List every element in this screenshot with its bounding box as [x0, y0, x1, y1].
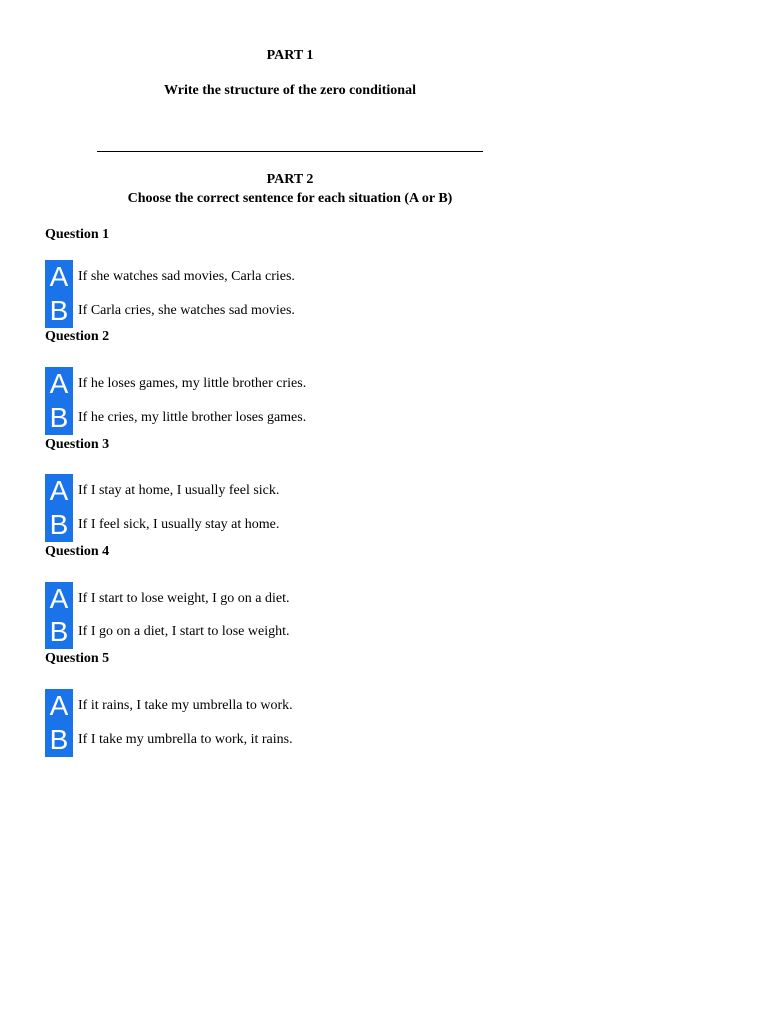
option-row[interactable]	[45, 474, 279, 507]
question-label: Question 1	[45, 227, 110, 242]
option-letter-badge[interactable]: B	[45, 723, 73, 757]
question-label: Question 2	[45, 329, 110, 344]
option-row[interactable]	[45, 723, 293, 756]
answer-blank-line	[97, 151, 483, 152]
option-row[interactable]	[45, 508, 279, 541]
part2-heading: PART 2	[266, 172, 314, 187]
question-label: Question 5	[45, 651, 110, 666]
option-row[interactable]	[45, 294, 295, 327]
option-text: If Carla cries, she watches sad movies.	[78, 302, 295, 318]
part2-instruction: Choose the correct sentence for each situation (A or B)	[127, 191, 453, 206]
option-row[interactable]	[45, 401, 306, 434]
option-letter-badge[interactable]: B	[45, 508, 73, 542]
option-text: If she watches sad movies, Carla cries.	[78, 268, 295, 284]
option-letter-badge[interactable]: B	[45, 615, 73, 649]
option-text: If I go on a diet, I start to lose weight.	[78, 623, 290, 639]
option-text: If I stay at home, I usually feel sick.	[78, 482, 280, 498]
option-letter-badge[interactable]: A	[45, 689, 73, 723]
question-label: Question 4	[45, 544, 110, 559]
option-row[interactable]	[45, 582, 290, 615]
part1-heading: PART 1	[266, 48, 314, 63]
option-text: If he loses games, my little brother cries.	[78, 375, 307, 391]
option-letter-badge[interactable]: B	[45, 294, 73, 328]
option-letter-badge[interactable]: A	[45, 474, 73, 508]
option-text: If it rains, I take my umbrella to work.	[78, 697, 293, 713]
option-text: If he cries, my little brother loses games.	[78, 409, 307, 425]
option-row[interactable]	[45, 615, 290, 648]
option-text: If I start to lose weight, I go on a diet.	[78, 590, 290, 606]
option-row[interactable]	[45, 367, 306, 400]
option-row[interactable]	[45, 689, 293, 722]
part1-instruction: Write the structure of the zero conditional	[164, 83, 416, 98]
option-letter-badge[interactable]: A	[45, 367, 73, 401]
option-letter-badge[interactable]: A	[45, 260, 73, 294]
option-text: If I take my umbrella to work, it rains.	[78, 731, 293, 747]
question-label: Question 3	[45, 437, 110, 452]
option-letter-badge[interactable]: A	[45, 582, 73, 616]
option-row[interactable]	[45, 260, 295, 293]
option-text: If I feel sick, I usually stay at home.	[78, 516, 280, 532]
option-letter-badge[interactable]: B	[45, 401, 73, 435]
